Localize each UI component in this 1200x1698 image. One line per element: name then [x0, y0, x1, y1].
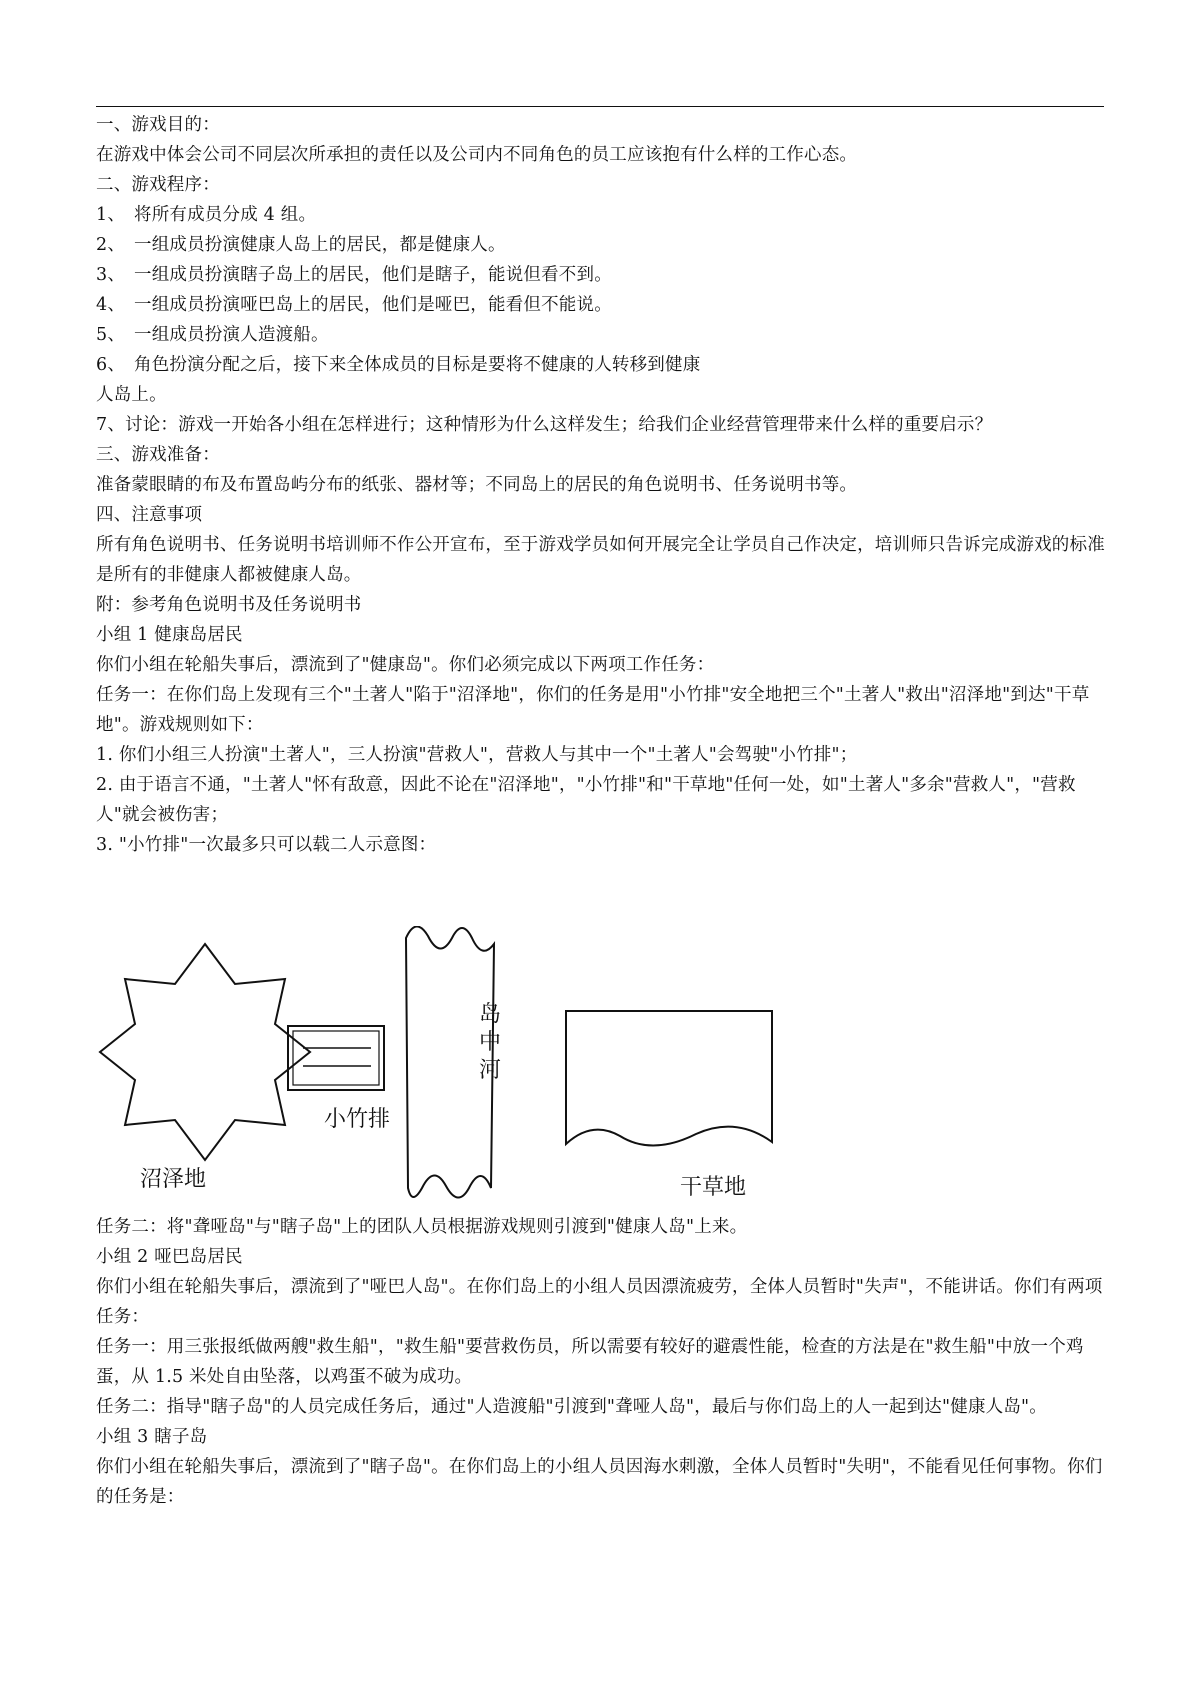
procedure-item: [96, 350, 1106, 380]
procedure-item-number: 2、: [96, 235, 126, 255]
section4-body: 所有角色说明书、任务说明书培训师不作公开宣布，至于游戏学员如何开展完全让学员自己作决定，培训师只告诉完成游戏的标准是所有的非健康人都被健康人岛。: [96, 535, 1105, 585]
raft-label: 小竹排: [324, 1107, 391, 1132]
procedure-item-number: 1、: [96, 205, 126, 225]
procedure-item-text: 一组成员扮演健康人岛上的居民，都是健康人。: [134, 235, 506, 255]
group1-rule1: 1. 你们小组三人扮演"土著人"，三人扮演"营救人"，营救人与其中一个"土著人"会驾驶"小竹排"；: [96, 745, 858, 765]
swamp-label: 沼泽地: [140, 1167, 207, 1192]
rescue-diagram-drawing: [96, 926, 1104, 1208]
procedure-item: [96, 230, 1106, 260]
rescue-diagram: [96, 926, 1104, 1208]
procedure-item-number: 5、: [96, 325, 126, 345]
group2-task1: 任务一：用三张报纸做两艘"救生船"，"救生船"要营救伤员，所以需要有较好的避震性能，检查的方法是在"救生船"中放一个鸡蛋，从 1.5 米处自由坠落，以鸡蛋不破为成功。: [96, 1337, 1084, 1387]
document-body-top: [96, 110, 1106, 860]
group1-task2: 任务二：将"聋哑岛"与"瞎子岛"上的团队人员根据游戏规则引渡到"健康人岛"上来。: [96, 1217, 748, 1237]
group1-title: 小组 1 健康岛居民: [96, 625, 243, 645]
raft-shape-inner: [293, 1031, 379, 1085]
group2-task2: 任务二：指导"瞎子岛"的人员完成任务后，通过"人造渡船"引渡到"聋哑人岛"，最后与你们岛上的人一起到达"健康人岛"。: [96, 1397, 1047, 1417]
procedure-item-number: 6、: [96, 355, 126, 375]
section1-body: 在游戏中体会公司不同层次所承担的责任以及公司内不同角色的员工应该抱有什么样的工作心态。: [96, 145, 858, 165]
section2-heading: 二、游戏程序：: [96, 175, 220, 195]
group3-title: 小组 3 瞎子岛: [96, 1427, 208, 1447]
procedure-item-text: 角色扮演分配之后，接下来全体成员的目标是要将不健康的人转移到健康: [134, 355, 701, 375]
river-label: 岛中河: [478, 1002, 501, 1083]
procedure-item-discussion: 7、讨论：游戏一开始各小组在怎样进行；这种情形为什么这样发生；给我们企业经营管理带来什么样的重要启示？: [96, 415, 993, 435]
header-rule: [96, 106, 1104, 107]
section3-heading: 三、游戏准备：: [96, 445, 220, 465]
procedure-item: [96, 200, 1106, 230]
hay-field-shape: [566, 1011, 772, 1146]
group1-rule2: 2. 由于语言不通，"土著人"怀有敌意，因此不论在"沼泽地"，"小竹排"和"干草地"任何一处，如"土著人"多余"营救人"，"营救人"就会被伤害；: [96, 775, 1076, 825]
document-body-bottom: [96, 1212, 1106, 1512]
procedure-item: [96, 290, 1106, 320]
swamp-shape: [100, 944, 310, 1160]
procedure-item-text: 一组成员扮演人造渡船。: [134, 325, 329, 345]
procedure-item-number: 3、: [96, 265, 126, 285]
group2-title: 小组 2 哑巴岛居民: [96, 1247, 243, 1267]
section1-heading: 一、游戏目的：: [96, 115, 220, 135]
section3-body: 准备蒙眼睛的布及布置岛屿分布的纸张、器材等；不同岛上的居民的角色说明书、任务说明书等。: [96, 475, 858, 495]
group3-intro: 你们小组在轮船失事后，漂流到了"瞎子岛"。在你们岛上的小组人员因海水刺激，全体人员暂时"失明"，不能看见任何事物。你们的任务是：: [96, 1457, 1103, 1507]
group2-intro: 你们小组在轮船失事后，漂流到了"哑巴人岛"。在你们岛上的小组人员因漂流疲劳，全体人员暂时"失声"，不能讲话。你们有两项任务：: [96, 1277, 1103, 1327]
procedure-item-number: 4、: [96, 295, 126, 315]
procedure-item: [96, 260, 1106, 290]
procedure-item-text: 一组成员扮演瞎子岛上的居民，他们是瞎子，能说但看不到。: [134, 265, 612, 285]
procedure-item-continuation: 人岛上。: [96, 385, 167, 405]
section4-heading: 四、注意事项: [96, 505, 203, 525]
hay-field-label: 干草地: [680, 1175, 747, 1200]
appendix-heading: 附：参考角色说明书及任务说明书: [96, 595, 362, 615]
procedure-item-text: 一组成员扮演哑巴岛上的居民，他们是哑巴，能看但不能说。: [134, 295, 612, 315]
group1-intro: 你们小组在轮船失事后，漂流到了"健康岛"。你们必须完成以下两项工作任务：: [96, 655, 715, 675]
group1-task1: 任务一：在你们岛上发现有三个"土著人"陷于"沼泽地"，你们的任务是用"小竹排"安全地把三个"土著人"救出"沼泽地"到达"干草地"。游戏规则如下：: [96, 685, 1090, 735]
procedure-item-text: 将所有成员分成 4 组。: [134, 205, 317, 225]
group1-rule3: 3. "小竹排"一次最多只可以载二人示意图：: [96, 835, 437, 855]
procedure-item: [96, 320, 1106, 350]
